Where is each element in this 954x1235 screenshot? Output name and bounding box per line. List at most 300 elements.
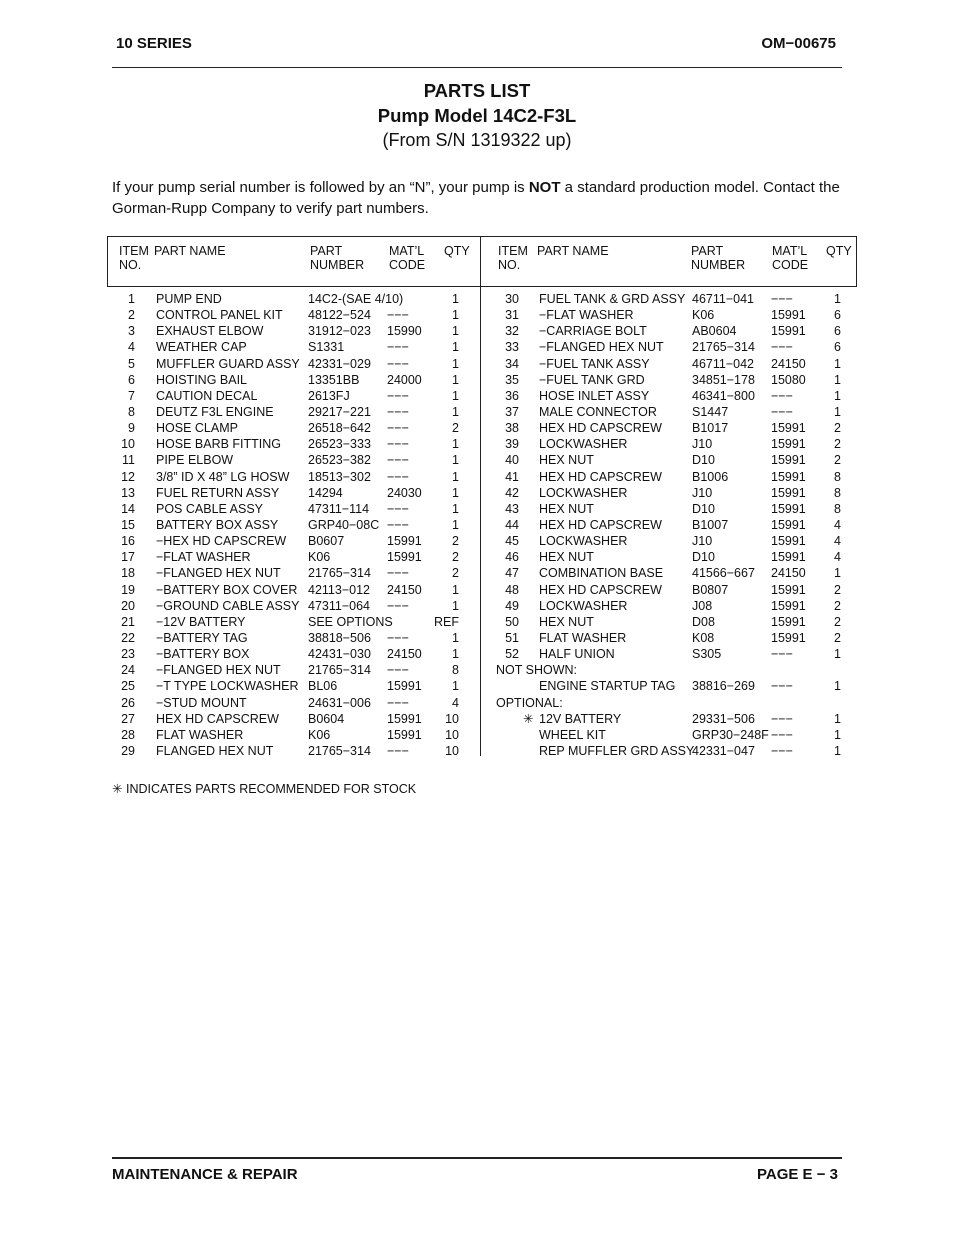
- table-row: [0, 291, 954, 307]
- part-number: 18513−302: [308, 469, 371, 484]
- item-number: 48: [505, 582, 519, 597]
- col-header-mat-right-line2: CODE: [772, 258, 809, 272]
- table-row: [0, 469, 954, 485]
- table-row: [0, 727, 954, 743]
- quantity: 6: [834, 324, 841, 339]
- part-number: 38818−506: [308, 630, 371, 645]
- part-name: FUEL TANK & GRD ASSY: [539, 292, 686, 306]
- quantity: 1: [834, 647, 841, 662]
- part-name: 3/8” ID X 48” LG HOSW: [156, 469, 290, 484]
- quantity: 1: [452, 501, 459, 516]
- col-header-item-line2: NO.: [119, 258, 142, 272]
- material-code: −−−: [387, 630, 409, 645]
- part-number: B1017: [692, 421, 729, 436]
- serial-range-title: (From S/N 1319322 up): [382, 130, 572, 150]
- part-name: FLANGED HEX NUT: [156, 743, 274, 758]
- part-name: MALE CONNECTOR: [539, 404, 657, 419]
- part-name: HALF UNION: [539, 647, 615, 662]
- part-name: −FLANGED HEX NUT: [539, 340, 664, 355]
- footer-page-number: PAGE E − 3: [756, 1166, 838, 1183]
- quantity: REF: [434, 614, 459, 629]
- part-number: 21765−314: [692, 340, 755, 355]
- part-number: 26523−382: [308, 453, 371, 468]
- pump-model-title: Pump Model 14C2-F3L: [377, 105, 577, 126]
- part-number: 2613FJ: [308, 388, 350, 403]
- part-name: −BATTERY TAG: [156, 630, 248, 645]
- material-code: 15991: [387, 679, 422, 694]
- section-label: NOT SHOWN:: [496, 663, 578, 678]
- item-number: 12: [121, 469, 135, 484]
- item-number: 4: [128, 340, 135, 355]
- part-number: 38816−269: [692, 679, 755, 694]
- material-code: 15991: [771, 534, 806, 549]
- part-name: −FLANGED HEX NUT: [156, 566, 281, 581]
- part-number: 21765−314: [308, 743, 371, 758]
- part-number: B1007: [692, 517, 729, 532]
- part-number: 42331−029: [308, 356, 371, 371]
- section-label-row: [0, 695, 954, 711]
- material-code: 15991: [771, 324, 806, 339]
- parts-table-right: [0, 291, 954, 759]
- quantity: 1: [452, 340, 459, 355]
- part-number: 21765−314: [308, 663, 371, 678]
- material-code: −−−: [387, 437, 409, 452]
- material-code: 15991: [771, 437, 806, 452]
- part-name: HEX HD CAPSCREW: [539, 421, 662, 436]
- quantity: 1: [834, 356, 841, 371]
- material-code: −−−: [387, 598, 409, 613]
- item-number: 24: [121, 663, 135, 678]
- table-row: [0, 356, 954, 372]
- material-code: 15991: [771, 614, 806, 629]
- material-code: 15080: [771, 372, 806, 387]
- part-name: −FLAT WASHER: [156, 550, 251, 565]
- col-header-qty-right: QTY: [826, 244, 852, 258]
- quantity: 2: [452, 421, 459, 436]
- material-code: 15991: [771, 485, 806, 500]
- page-title: PARTS LIST: [423, 80, 531, 101]
- part-name: −CARRIAGE BOLT: [539, 324, 647, 339]
- part-name: −FUEL TANK ASSY: [539, 356, 650, 371]
- material-code: 15991: [771, 517, 806, 532]
- quantity: 6: [834, 308, 841, 323]
- part-number: B1006: [692, 469, 729, 484]
- quantity: 10: [445, 727, 459, 742]
- item-number: 49: [505, 598, 519, 613]
- material-code: −−−: [771, 743, 793, 758]
- quantity: 2: [452, 534, 459, 549]
- item-number: 2: [128, 308, 135, 323]
- item-number: 32: [505, 324, 519, 339]
- material-code: 24000: [387, 372, 422, 387]
- item-number: 9: [128, 421, 135, 436]
- quantity: 8: [834, 501, 841, 516]
- col-header-mat-line2: CODE: [389, 258, 426, 272]
- part-name: LOCKWASHER: [539, 598, 628, 613]
- part-number: J10: [692, 437, 713, 452]
- part-number: D10: [692, 501, 715, 516]
- item-number: 52: [505, 647, 519, 662]
- item-number: 22: [121, 630, 135, 645]
- material-code: −−−: [771, 292, 793, 306]
- item-number: 25: [121, 679, 135, 694]
- material-code: −−−: [387, 566, 409, 581]
- material-code: −−−: [771, 711, 793, 726]
- material-code: −−−: [387, 453, 409, 468]
- intro-paragraph: [112, 178, 852, 219]
- material-code: 15991: [771, 630, 806, 645]
- quantity: 1: [452, 647, 459, 662]
- item-number: 46: [505, 550, 519, 565]
- item-number: 18: [121, 566, 135, 581]
- part-number: 47311−064: [308, 598, 370, 613]
- material-code: −−−: [387, 743, 409, 758]
- part-number: K08: [692, 630, 715, 645]
- col-header-part-name: PART NAME: [154, 244, 226, 258]
- quantity: 1: [452, 292, 459, 306]
- material-code: 24150: [771, 356, 806, 371]
- section-label-row: [0, 662, 954, 678]
- intro-text-after: a standard production model. Contact the Gorman-Rupp Company to verify part numbers.: [112, 179, 840, 217]
- item-number: 3: [128, 324, 135, 339]
- quantity: 1: [834, 711, 841, 726]
- quantity: 1: [834, 743, 841, 758]
- quantity: 1: [452, 598, 459, 613]
- table-row: [0, 646, 954, 662]
- part-name: REP MUFFLER GRD ASSY: [539, 743, 695, 758]
- item-number: 43: [505, 501, 519, 516]
- material-code: 24150: [387, 582, 422, 597]
- item-number: 23: [121, 647, 135, 662]
- table-row: [0, 388, 954, 404]
- quantity: 1: [452, 372, 459, 387]
- col-header-part-number: [310, 244, 364, 272]
- part-name: −12V BATTERY: [156, 614, 246, 629]
- table-row: [0, 743, 954, 759]
- quantity: 1: [452, 404, 459, 419]
- col-header-part-name-right: PART NAME: [537, 244, 609, 258]
- item-number: 11: [122, 453, 135, 468]
- item-number: 31: [505, 308, 519, 323]
- item-number: 7: [128, 388, 135, 403]
- part-number: J08: [692, 598, 713, 613]
- table-row: [0, 533, 954, 549]
- quantity: 1: [452, 582, 459, 597]
- part-number: 46711−041: [692, 292, 754, 306]
- part-number: K06: [308, 550, 331, 565]
- quantity: 1: [452, 437, 459, 452]
- footer-rule: [112, 1157, 842, 1159]
- item-number: 17: [121, 550, 135, 565]
- table-row: [0, 485, 954, 501]
- table-row: [0, 420, 954, 436]
- material-code: 24150: [387, 647, 422, 662]
- part-name: −GROUND CABLE ASSY: [156, 598, 300, 613]
- part-name: HOISTING BAIL: [156, 372, 247, 387]
- quantity: 2: [834, 582, 841, 597]
- part-number: 26523−333: [308, 437, 371, 452]
- quantity: 1: [452, 356, 459, 371]
- part-number: 26518−642: [308, 421, 371, 436]
- table-row: [0, 307, 954, 323]
- part-number: D10: [692, 550, 715, 565]
- material-code: −−−: [771, 388, 793, 403]
- part-number: S1447: [692, 404, 729, 419]
- quantity: 1: [452, 453, 459, 468]
- part-number: 31912−023: [308, 324, 371, 339]
- part-number: K06: [692, 308, 715, 323]
- material-code: −−−: [387, 663, 409, 678]
- material-code: −−−: [387, 388, 409, 403]
- quantity: 2: [834, 453, 841, 468]
- quantity: 1: [452, 517, 459, 532]
- item-number: 40: [505, 453, 519, 468]
- part-number: 46711−042: [692, 356, 754, 371]
- material-code: 15991: [387, 550, 422, 565]
- item-number: 50: [505, 614, 519, 629]
- part-name: HOSE CLAMP: [156, 421, 238, 436]
- part-name: MUFFLER GUARD ASSY: [156, 356, 300, 371]
- part-number: J10: [692, 485, 713, 500]
- section-label: OPTIONAL:: [496, 695, 563, 710]
- item-number: 35: [505, 372, 519, 387]
- item-number: 19: [121, 582, 135, 597]
- item-number: 15: [121, 517, 135, 532]
- table-row: [0, 436, 954, 452]
- part-name: WEATHER CAP: [156, 340, 247, 355]
- col-header-mat-line1: MAT’L: [389, 244, 425, 258]
- part-number: 46341−800: [692, 388, 755, 403]
- item-number: 38: [505, 421, 519, 436]
- part-number: 29331−506: [692, 711, 755, 726]
- quantity: 6: [834, 340, 841, 355]
- part-name: HEX HD CAPSCREW: [539, 469, 662, 484]
- part-name: HEX HD CAPSCREW: [539, 582, 662, 597]
- footer-section: MAINTENANCE & REPAIR: [112, 1166, 298, 1183]
- item-number: 47: [505, 566, 519, 581]
- quantity: 1: [452, 308, 459, 323]
- intro-text-bold: NOT: [528, 179, 561, 196]
- quantity: 1: [834, 292, 841, 306]
- material-code: 15991: [771, 308, 806, 323]
- quantity: 1: [834, 566, 841, 581]
- item-number: 42: [505, 485, 519, 500]
- table-row: [0, 614, 954, 630]
- part-number: SEE OPTIONS: [308, 614, 393, 629]
- material-code: −−−: [771, 340, 793, 355]
- table-row: [0, 323, 954, 339]
- quantity: 10: [445, 711, 459, 726]
- part-name: −FUEL TANK GRD: [539, 372, 645, 387]
- material-code: 15991: [387, 534, 422, 549]
- part-number: 42431−030: [308, 647, 371, 662]
- quantity: 1: [834, 679, 841, 694]
- quantity: 1: [452, 630, 459, 645]
- table-row: [0, 565, 954, 581]
- col-header-item: [119, 244, 149, 272]
- part-number: AB0604: [692, 324, 737, 339]
- col-header-mat-code: [389, 244, 425, 272]
- col-header-item-line1: ITEM: [119, 244, 149, 258]
- part-name: HOSE INLET ASSY: [539, 388, 650, 403]
- part-number: S1331: [308, 340, 345, 355]
- part-name: −FLANGED HEX NUT: [156, 663, 281, 678]
- item-number: 39: [505, 437, 519, 452]
- material-code: 15991: [771, 453, 806, 468]
- part-name: HEX NUT: [539, 501, 594, 516]
- table-row: [0, 598, 954, 614]
- part-number: GRP40−08C: [308, 517, 380, 532]
- material-code: −−−: [387, 421, 409, 436]
- quantity: 1: [834, 727, 841, 742]
- col-header-part-line2: NUMBER: [310, 258, 365, 272]
- part-name: POS CABLE ASSY: [156, 501, 263, 516]
- part-name: WHEEL KIT: [539, 727, 606, 742]
- part-name: HOSE BARB FITTING: [156, 437, 282, 452]
- quantity: 2: [834, 630, 841, 645]
- material-code: 15991: [771, 469, 806, 484]
- col-header-item-right-line2: NO.: [498, 258, 521, 272]
- quantity: 1: [452, 469, 459, 484]
- header-rule: [112, 67, 842, 68]
- quantity: 1: [452, 679, 459, 694]
- col-header-item-right: [498, 244, 528, 272]
- part-name: PUMP END: [156, 292, 222, 306]
- part-name: −STUD MOUNT: [156, 695, 247, 710]
- part-name: CAUTION DECAL: [156, 388, 258, 403]
- material-code: 15991: [771, 501, 806, 516]
- stock-note: [112, 781, 416, 796]
- quantity: 4: [452, 695, 459, 710]
- quantity: 1: [834, 388, 841, 403]
- material-code: −−−: [387, 404, 409, 419]
- material-code: 15991: [771, 598, 806, 613]
- part-name: FUEL RETURN ASSY: [156, 485, 280, 500]
- material-code: 15990: [387, 324, 422, 339]
- part-name: HEX HD CAPSCREW: [539, 517, 662, 532]
- quantity: 2: [834, 598, 841, 613]
- item-number: 5: [128, 356, 135, 371]
- part-name: DEUTZ F3L ENGINE: [156, 404, 274, 419]
- table-row: [0, 501, 954, 517]
- material-code: −−−: [387, 501, 409, 516]
- col-header-item-right-line1: ITEM: [498, 244, 528, 258]
- part-name: LOCKWASHER: [539, 437, 628, 452]
- col-header-part-number-right: [691, 244, 745, 272]
- part-name: LOCKWASHER: [539, 534, 628, 549]
- part-number: 41566−667: [692, 566, 755, 581]
- part-name: CONTROL PANEL KIT: [156, 308, 283, 323]
- intro-text-before: If your pump serial number is followed by an “N”, your pump is: [112, 179, 529, 196]
- table-row: [0, 372, 954, 388]
- quantity: 2: [834, 437, 841, 452]
- item-number: 29: [121, 743, 135, 758]
- quantity: 2: [452, 566, 459, 581]
- stock-note-text: INDICATES PARTS RECOMMENDED FOR STOCK: [126, 782, 417, 796]
- part-number: 34851−178: [692, 372, 755, 387]
- item-number: 44: [505, 517, 519, 532]
- part-name: −BATTERY BOX COVER: [156, 582, 298, 597]
- item-number: 13: [121, 485, 135, 500]
- item-number: 33: [505, 340, 519, 355]
- quantity: 4: [834, 550, 841, 565]
- item-number: 21: [121, 614, 135, 629]
- table-row: [0, 339, 954, 355]
- material-code: 24150: [771, 566, 806, 581]
- material-code: −−−: [387, 356, 409, 371]
- material-code: −−−: [771, 727, 793, 742]
- item-number: 27: [121, 711, 135, 726]
- part-number: B0807: [692, 582, 729, 597]
- part-number: 14C2-(SAE 4/10): [308, 292, 404, 306]
- quantity: 4: [834, 517, 841, 532]
- part-name: −BATTERY BOX: [156, 647, 250, 662]
- part-name: FLAT WASHER: [156, 727, 244, 742]
- material-code: −−−: [387, 308, 409, 323]
- asterisk-icon: ✳: [112, 782, 123, 796]
- quantity: 1: [452, 485, 459, 500]
- material-code: 15991: [387, 711, 422, 726]
- part-number: 13351BB: [308, 372, 360, 387]
- material-code: −−−: [771, 679, 793, 694]
- part-number: 24631−006: [308, 695, 371, 710]
- part-number: S305: [692, 647, 722, 662]
- material-code: 15991: [771, 582, 806, 597]
- item-number: 45: [505, 534, 519, 549]
- item-number: 41: [505, 469, 519, 484]
- item-number: 10: [121, 437, 135, 452]
- part-number: 42331−047: [692, 743, 755, 758]
- part-number: 48122−524: [308, 308, 371, 323]
- part-name: FLAT WASHER: [539, 630, 627, 645]
- table-row: [0, 711, 954, 727]
- part-name: HEX NUT: [539, 550, 594, 565]
- asterisk-icon: ✳: [523, 711, 534, 726]
- material-code: −−−: [771, 404, 793, 419]
- material-code: −−−: [387, 340, 409, 355]
- part-name: 12V BATTERY: [539, 711, 622, 726]
- part-number: 47311−114: [308, 501, 370, 516]
- material-code: −−−: [387, 517, 409, 532]
- table-row: [0, 517, 954, 533]
- part-number: D10: [692, 453, 715, 468]
- item-number: 34: [505, 356, 519, 371]
- part-name: PIPE ELBOW: [156, 453, 234, 468]
- item-number: 14: [121, 501, 135, 516]
- quantity: 4: [834, 534, 841, 549]
- part-name: COMBINATION BASE: [539, 566, 664, 581]
- col-header-qty: QTY: [444, 244, 470, 258]
- part-number: B0607: [308, 534, 345, 549]
- item-number: 16: [121, 534, 135, 549]
- part-name: ENGINE STARTUP TAG: [539, 679, 676, 694]
- part-name: HEX HD CAPSCREW: [156, 711, 279, 726]
- part-name: BATTERY BOX ASSY: [156, 517, 279, 532]
- part-name: −HEX HD CAPSCREW: [156, 534, 287, 549]
- item-number: 1: [128, 292, 135, 306]
- table-row: [0, 452, 954, 468]
- part-number: 29217−221: [308, 404, 371, 419]
- quantity: 2: [834, 421, 841, 436]
- table-row: [0, 582, 954, 598]
- material-code: 15991: [771, 550, 806, 565]
- part-number: J10: [692, 534, 713, 549]
- part-number: BL06: [308, 679, 338, 694]
- part-name: EXHAUST ELBOW: [156, 324, 264, 339]
- item-number: 28: [121, 727, 135, 742]
- table-row: [0, 630, 954, 646]
- col-header-part-right-line2: NUMBER: [691, 258, 746, 272]
